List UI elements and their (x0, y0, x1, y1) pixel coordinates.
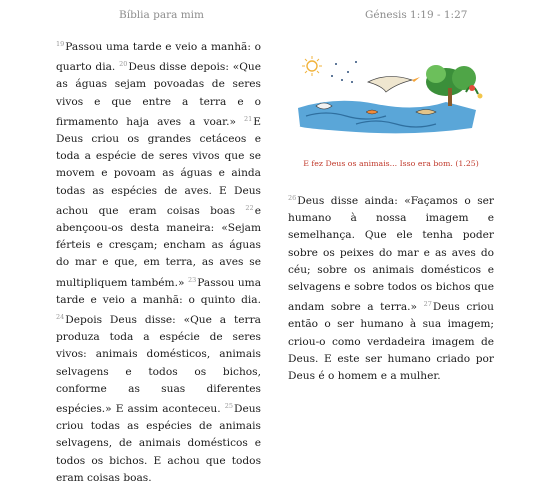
creation-fish-birds-illustration (296, 52, 492, 140)
verse-number: 24 (56, 313, 65, 322)
verse-text: Depois Deus disse: «Que a terra produza toda a espécie de seres vivos: animais domésticos, animais selvagens e todos os bichos, conforme as suas diferentes espécies.» E assim aconteceu. (56, 314, 261, 416)
verse-text: Deus disse ainda: «Façamos o ser humano à nossa imagem e semelhança. Que ele tenha poder sobre os peixes do mar e as aves do céu; sobre os animais domésticos e selvagens e sobre todos os bichos que andam sobre a terra.» (288, 195, 494, 314)
verse-text: E Deus criou os grandes cetáceos e toda a espécie de seres vivos que se movem e povoam as águas e ainda todas as espécies de aves. E Deus achou que eram coisas boas (56, 115, 261, 217)
verse-text: e abençoou-os desta maneira: «Sejam férteis e cresçam; encham as águas do mar e que, em terra, as aves se multipliquem também.» (56, 204, 261, 289)
illustration-caption: E fez Deus os animais... Isso era bom. (1.25) (303, 159, 479, 168)
verse-text: Passou uma tarde e veio a manhã: o quarto dia. (56, 41, 261, 74)
verse-text: Deus criou todas as espécies de animais selvagens, de animais domésticos e todos os bichos. E achou que todos eram coisas boas. (56, 403, 261, 484)
right-text-column (288, 190, 494, 385)
verse-number: 25 (224, 402, 233, 411)
verse-number: 22 (245, 203, 254, 212)
book-title: Bíblia para mim (119, 9, 204, 21)
verse-number: 21 (243, 114, 253, 123)
verse-text: Deus disse depois: «Que as águas sejam povoadas de seres vivos e que entre a terra e o firmamento haja aves a voar.» (56, 61, 261, 128)
verse-number: 23 (187, 275, 197, 284)
verse-text: Deus criou então o ser humano à sua imagem; criou-o como verdadeira imagem de Deus. E este ser humano criado por Deus é o homem e a mulher. (288, 301, 495, 383)
left-text-column (56, 36, 261, 487)
verse-number: 19 (56, 40, 65, 48)
chapter-reference: Génesis 1:19 - 1:27 (365, 9, 468, 21)
verse-text: Passou uma tarde e veio a manhã: o quinto dia. (56, 276, 262, 306)
verse-number: 26 (288, 194, 297, 202)
verse-number: 20 (119, 60, 128, 69)
verse-number: 27 (423, 300, 432, 309)
